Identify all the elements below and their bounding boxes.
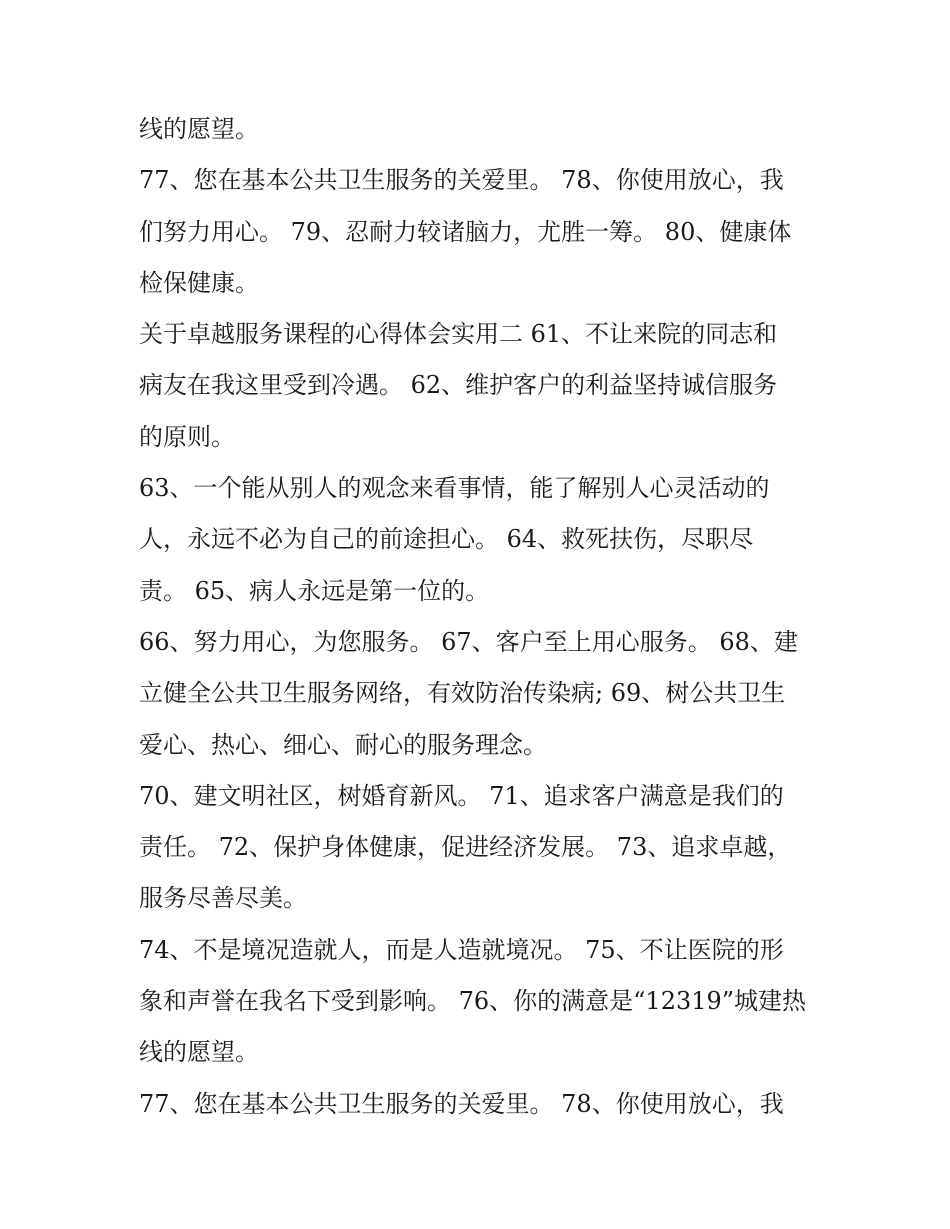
text-line: 线的愿望。 [139, 115, 259, 143]
text-line: 的原则。 [139, 422, 235, 451]
text-line: 74、不是境况造就人，而是人造就境况。 75、不让医院的形 [139, 935, 784, 964]
text-line: 检保健康。 [139, 268, 259, 297]
text-line: 77、您在基本公共卫生服务的关爱里。 78、你使用放心，我 [139, 166, 784, 195]
text-line: 病友在我这里受到冷遇。 62、维护客户的利益坚持诚信服务 [139, 371, 778, 400]
text-line: 立健全公共卫生服务网络，有效防治传染病; 69、树公共卫生 [139, 679, 786, 708]
text-line: 线的愿望。 [139, 1038, 259, 1067]
text-line: 70、建文明社区，树婚育新风。 71、追求客户满意是我们的 [139, 781, 784, 810]
text-line: 人，永远不必为自己的前途担心。 64、救死扶伤，尽职尽 [139, 525, 754, 554]
text-line: 责任。 72、保护身体健康，促进经济发展。 73、追求卓越， [139, 833, 792, 862]
text-line: 们努力用心。 79、忍耐力较诸脑力，尤胜一筹。 80、健康体 [139, 217, 792, 246]
text-line: 63、一个能从别人的观念来看事情，能了解别人心灵活动的 [139, 474, 770, 503]
text-line: 关于卓越服务课程的心得体会实用二 61、不让来院的同志和 [139, 320, 778, 349]
text-line: 象和声誉在我名下受到影响。 76、你的满意是“12319”城建热 [139, 987, 807, 1016]
text-line: 77、您在基本公共卫生服务的关爱里。 78、你使用放心，我 [139, 1089, 784, 1118]
text-line: 66、努力用心，为您服务。 67、客户至上用心服务。 68、建 [139, 627, 798, 656]
text-line: 责。 65、病人永远是第一位的。 [139, 576, 490, 605]
text-line: 服务尽善尽美。 [139, 884, 307, 913]
document-body [139, 104, 819, 1130]
text-line: 爱心、热心、细心、耐心的服务理念。 [139, 730, 547, 759]
